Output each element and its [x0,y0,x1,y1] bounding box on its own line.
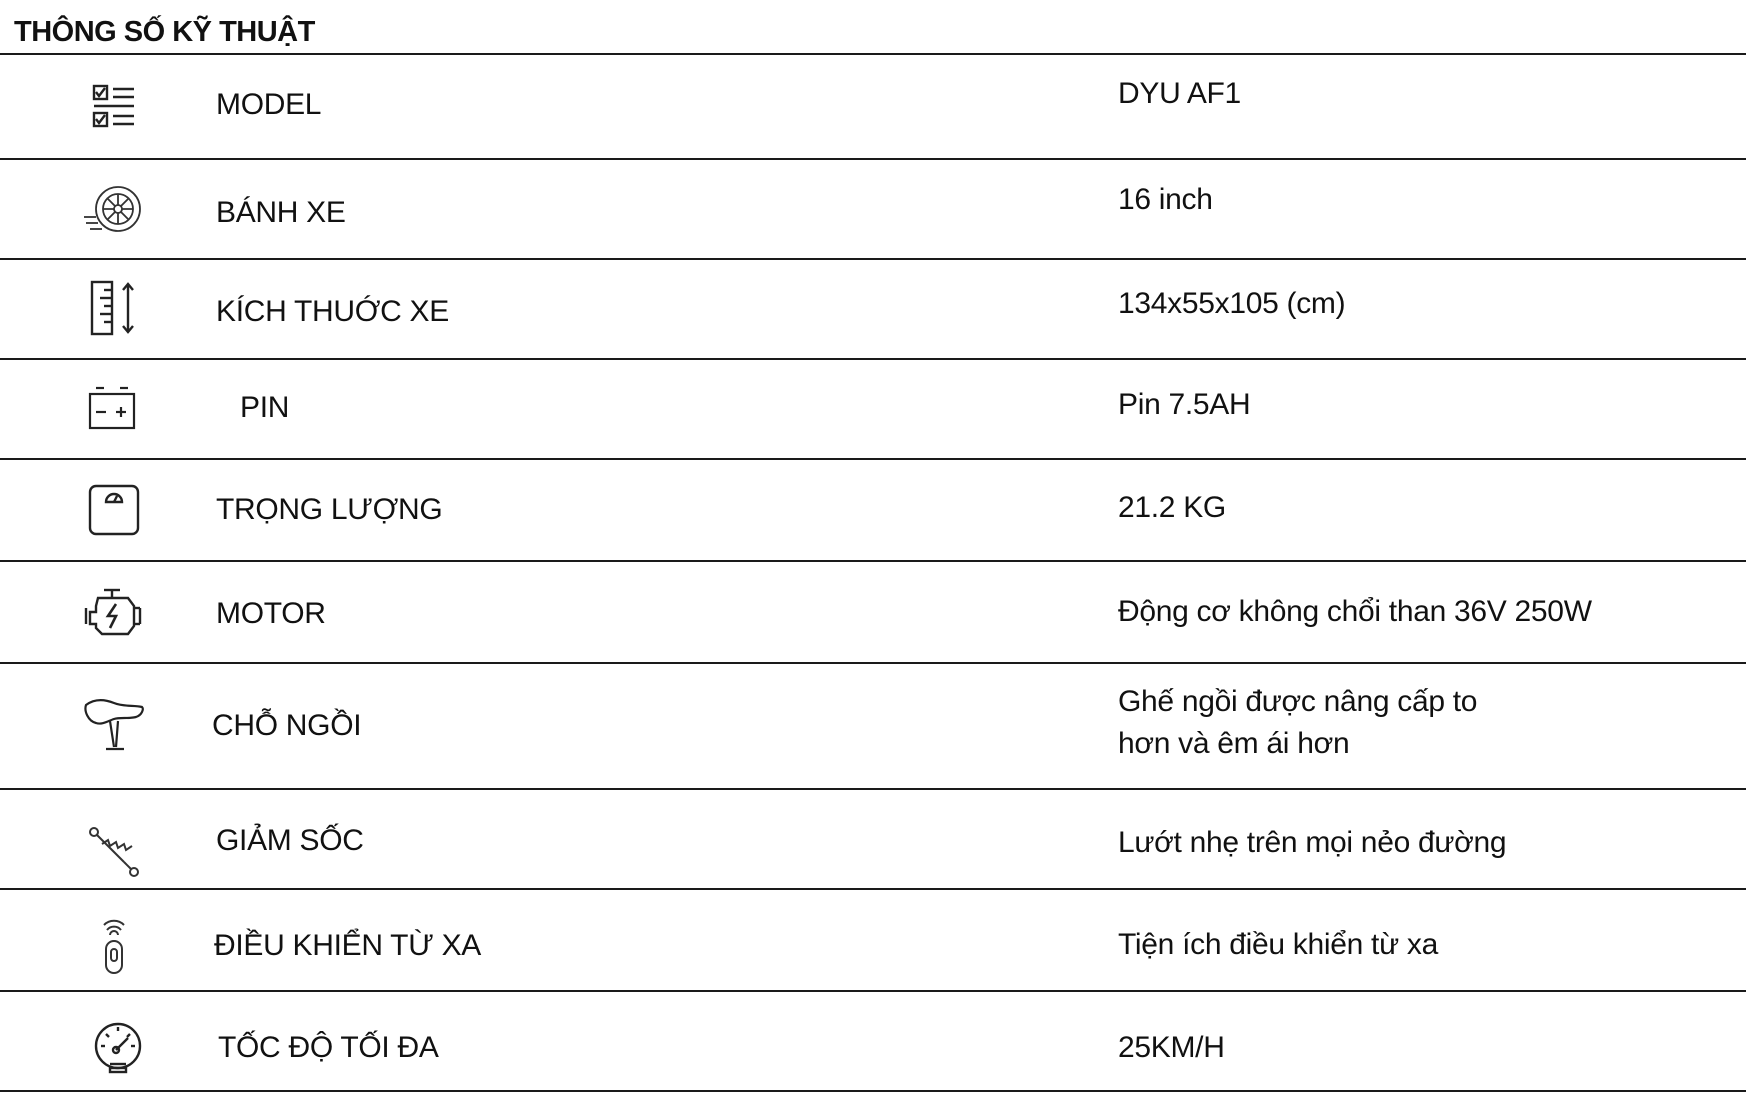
spec-label: BÁNH XE [216,196,346,229]
spec-label: MODEL [216,88,322,121]
spec-value: Pin 7.5AH [1118,388,1251,421]
shock-absorber-icon [82,820,146,884]
spec-value: Động cơ không chổi than 36V 250W [1118,595,1592,628]
spec-value: Tiện ích điều khiển từ xa [1118,928,1438,961]
divider [0,358,1746,360]
divider [0,560,1746,562]
saddle-icon [82,693,146,757]
spec-label: ĐIỀU KHIỂN TỪ XA [214,929,481,962]
spec-value: hơn và êm ái hơn [1118,727,1350,760]
spec-label: KÍCH THUỚC XE [216,295,449,328]
spec-value: 25KM/H [1118,1031,1225,1064]
spec-value: Ghế ngồi được nâng cấp to [1118,685,1478,718]
divider [0,888,1746,890]
spec-value: 16 inch [1118,183,1213,216]
spec-label: TỐC ĐỘ TỐI ĐA [218,1031,439,1064]
spec-label: CHỖ NGỒI [212,709,362,742]
spec-label: PIN [240,391,290,424]
divider [0,258,1746,260]
battery-icon [82,378,146,442]
checklist-icon [82,76,146,140]
ruler-icon [82,276,146,340]
spec-value: 21.2 KG [1118,491,1226,524]
spec-value: Lướt nhẹ trên mọi nẻo đường [1118,826,1507,859]
divider [0,458,1746,460]
wheel-icon [82,177,146,241]
scale-icon [82,480,146,544]
divider [0,662,1746,664]
divider [0,990,1746,992]
spec-value: DYU AF1 [1118,77,1241,110]
spec-value: 134x55x105 (cm) [1118,287,1346,320]
spec-label: MOTOR [216,597,326,630]
divider [0,788,1746,790]
engine-icon [82,582,146,646]
spec-label: TRỌNG LƯỢNG [216,493,443,526]
divider [0,1090,1746,1092]
page-title: THÔNG SỐ KỸ THUẬT [14,16,315,48]
divider [0,53,1746,55]
divider [0,158,1746,160]
spec-label: GIẢM SỐC [216,824,364,857]
remote-control-icon [82,913,146,977]
speedometer-icon [82,1016,146,1080]
